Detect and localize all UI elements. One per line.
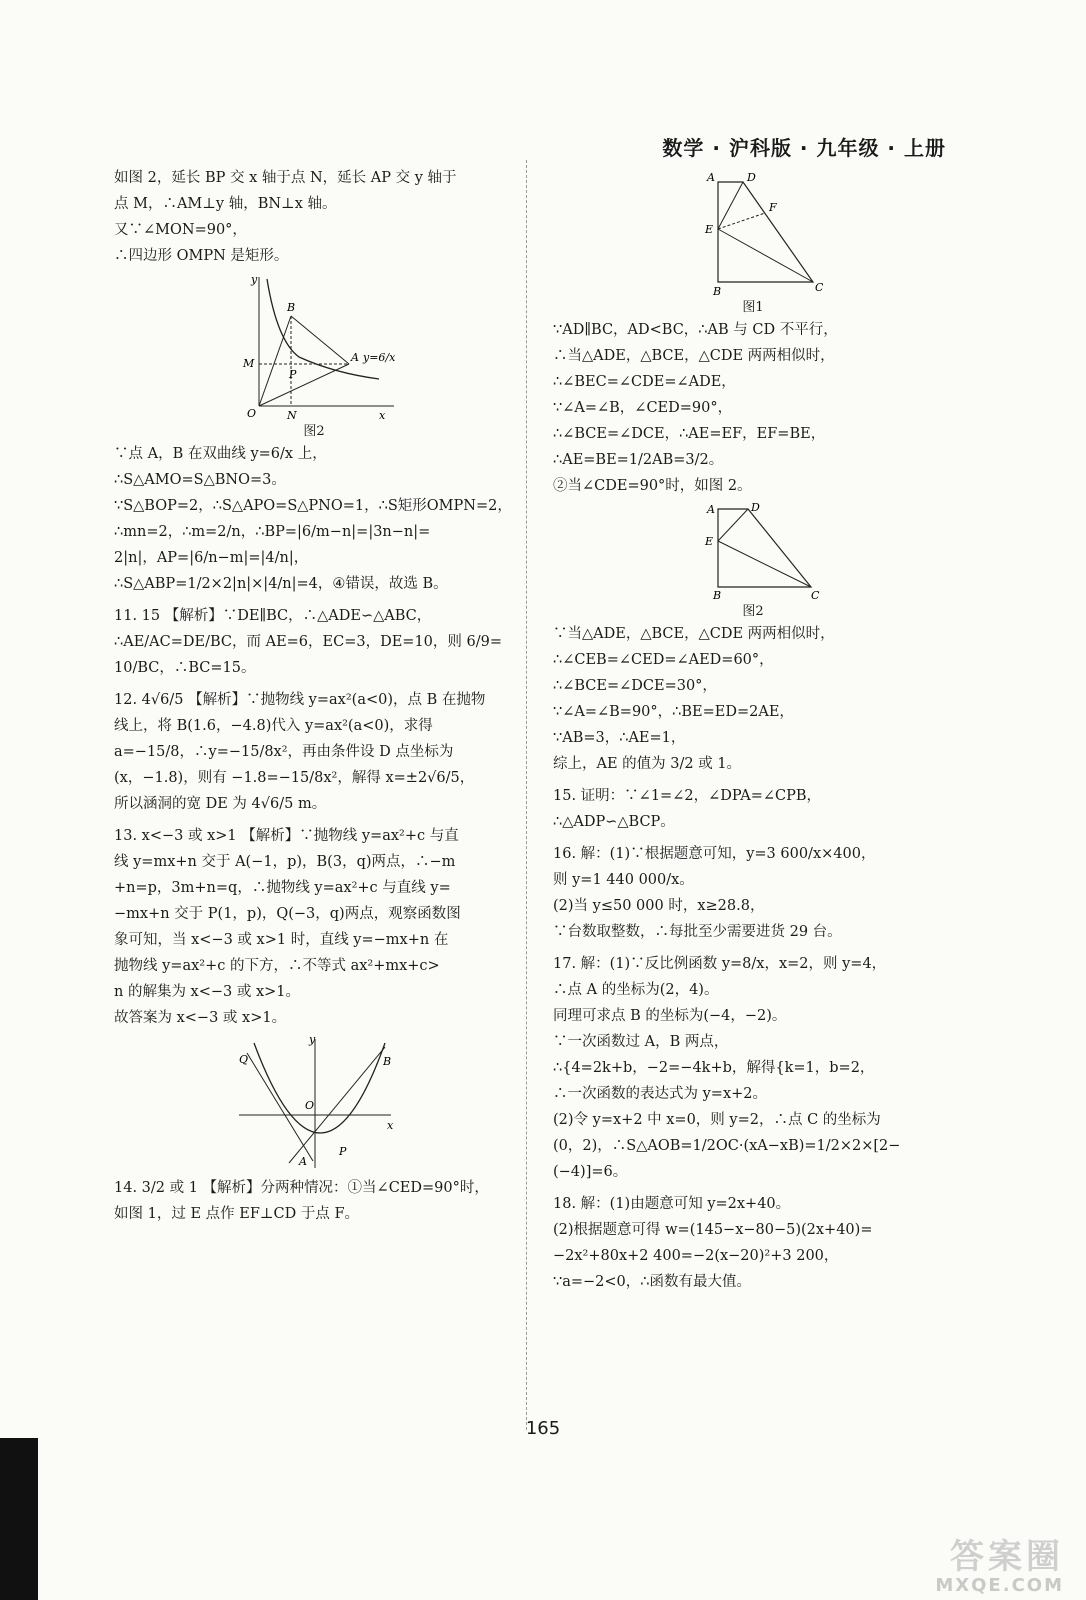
text-line: ∴当△ADE，△BCE，△CDE 两两相似时，	[553, 348, 835, 364]
text-line: +n=p，3m+n=q，∴抛物线 y=ax²+c 与直线 y=	[114, 880, 451, 896]
fig-label: P	[339, 1145, 347, 1158]
figure-caption: 图2	[742, 604, 764, 619]
text-line: 11. 15 【解析】∵DE∥BC，∴△ADE∽△ABC，	[114, 608, 432, 624]
text-line: ∵∠A=∠B=90°，∴BE=ED=2AE，	[553, 704, 794, 720]
text-line: 所以涵洞的宽 DE 为 4√6/5 m。	[114, 796, 327, 812]
text-line: 点 M，∴AM⊥y 轴，BN⊥x 轴。	[114, 196, 337, 212]
text-line: ∴S△AMO=S△BNO=3。	[114, 472, 286, 488]
text-line: 抛物线 y=ax²+c 的下方，∴不等式 ax²+mx+c>	[114, 958, 440, 974]
parabola-figure	[229, 1033, 399, 1173]
text-line: 又∵∠MON=90°，	[114, 222, 247, 238]
text-line: ∴∠CEB=∠CED=∠AED=60°，	[553, 652, 774, 668]
text-line: (2)根据题意可得 w=(145−x−80−5)(2x+40)=	[553, 1222, 873, 1238]
text-line: ∴∠BEC=∠CDE=∠ADE，	[553, 374, 736, 390]
fig-label: A	[351, 351, 359, 364]
text-line: a=−15/8，∴y=−15/8x²，再由条件设 D 点坐标为	[114, 744, 454, 760]
fig-label: F	[769, 201, 777, 214]
column-divider	[526, 160, 527, 1430]
page-header: 数学 · 沪科版 · 九年级 · 上册	[662, 136, 946, 160]
text-line: ∵台数取整数，∴每批至少需要进货 29 台。	[553, 924, 842, 940]
text-line: ∵AB=3，∴AE=1，	[553, 730, 686, 746]
scan-edge-shadow	[0, 1438, 38, 1600]
fig-label: D	[751, 501, 760, 514]
text-line: (−4)]=6。	[553, 1164, 628, 1180]
text-line: 如图 2，延长 BP 交 x 轴于点 N，延长 AP 交 y 轴于	[114, 170, 457, 186]
figure-caption: 图2	[303, 424, 325, 439]
text-line: ∴S△ABP=1/2×2|n|×|4/n|=4，④错误，故选 B。	[114, 576, 448, 592]
text-line: −2x²+80x+2 400=−2(x−20)²+3 200，	[553, 1248, 839, 1264]
fig-label: A	[707, 171, 715, 184]
text-line: 12. 4√6/5 【解析】∵抛物线 y=ax²(a<0)，点 B 在抛物	[114, 692, 486, 708]
text-line: 则 y=1 440 000/x。	[553, 872, 694, 888]
text-line: 象可知，当 x<−3 或 x>1 时，直线 y=−mx+n 在	[114, 932, 449, 948]
watermark-logo	[894, 1538, 1064, 1594]
fig-label: y=6/x	[363, 351, 396, 364]
text-line: 17. 解：(1)∵反比例函数 y=8/x，x=2，则 y=4，	[553, 956, 887, 972]
figure-caption: 图1	[742, 300, 764, 315]
text-line: ∵S△BOP=2，∴S△APO=S△PNO=1，∴S矩形OMPN=2，	[114, 498, 512, 514]
text-line: ∴∠BCE=∠DCE，∴AE=EF，EF=BE，	[553, 426, 826, 442]
fig-label: y	[251, 273, 258, 286]
text-line: 2|n|，AP=|6/n−m|=|4/n|，	[114, 550, 309, 566]
text-line: ∴△ADP∽△BCP。	[553, 814, 675, 830]
text-line: 故答案为 x<−3 或 x>1。	[114, 1010, 287, 1026]
text-line: ∵∠A=∠B，∠CED=90°，	[553, 400, 733, 416]
fig-label: E	[705, 535, 714, 548]
fig-label: x	[387, 1119, 394, 1132]
text-line: 线上，将 B(1.6，−4.8)代入 y=ax²(a<0)，求得	[114, 718, 433, 734]
text-line: ∵点 A，B 在双曲线 y=6/x 上，	[114, 446, 327, 462]
text-line: 14. 3/2 或 1 【解析】分两种情况：①当∠CED=90°时，	[114, 1180, 489, 1196]
text-line: 同理可求点 B 的坐标为(−4，−2)。	[553, 1008, 787, 1024]
fig-label: B	[287, 301, 296, 314]
text-line: ②当∠CDE=90°时，如图 2。	[553, 478, 752, 494]
trapezoid-figure-1	[683, 167, 823, 297]
fig-label: M	[243, 357, 255, 370]
right-column	[553, 165, 953, 1295]
hyperbola-figure	[229, 271, 399, 421]
text-line: ∴∠BCE=∠DCE=30°，	[553, 678, 717, 694]
watermark-url: MXQE.COM	[935, 1575, 1064, 1596]
text-line: 13. x<−3 或 x>1 【解析】∵抛物线 y=ax²+c 与直	[114, 828, 459, 844]
text-line: 16. 解：(1)∵根据题意可知，y=3 600/x×400，	[553, 846, 876, 862]
fig-label: D	[747, 171, 756, 184]
text-line: ∵一次函数过 A，B 两点，	[553, 1034, 729, 1050]
fig-label: C	[811, 589, 820, 601]
text-line: ∴点 A 的坐标为(2，4)。	[553, 982, 719, 998]
fig-label: N	[287, 409, 297, 421]
text-line: ∵当△ADE，△BCE，△CDE 两两相似时，	[553, 626, 835, 642]
fig-label: C	[815, 281, 823, 294]
text-line: −mx+n 交于 P(1，p)，Q(−3，q)两点，观察函数图	[114, 906, 461, 922]
left-column	[114, 165, 514, 1227]
fig-label: B	[713, 285, 722, 297]
text-line: (2)令 y=x+2 中 x=0，则 y=2，∴点 C 的坐标为	[553, 1112, 881, 1128]
fig-label: E	[705, 223, 714, 236]
text-line: (0，2)，∴S△AOB=1/2OC·(xA−xB)=1/2×2×[2−	[553, 1138, 901, 1154]
fig-label: A	[707, 503, 715, 516]
text-line: (x，−1.8)，则有 −1.8=−15/8x²，解得 x=±2√6/5，	[114, 770, 475, 786]
text-line: 如图 1，过 E 点作 EF⊥CD 于点 F。	[114, 1206, 360, 1222]
text-line: ∴AE/AC=DE/BC，而 AE=6，EC=3，DE=10，则 6/9=	[114, 634, 502, 650]
fig-label: A	[299, 1155, 307, 1168]
text-line: ∴四边形 OMPN 是矩形。	[114, 248, 289, 264]
fig-label: P	[289, 368, 297, 381]
text-line: 15. 证明：∵∠1=∠2，∠DPA=∠CPB，	[553, 788, 822, 804]
fig-label: x	[379, 409, 386, 421]
text-line: 综上，AE 的值为 3/2 或 1。	[553, 756, 742, 772]
text-line: ∴mn=2，∴m=2/n，∴BP=|6/m−n|=|3n−n|=	[114, 524, 431, 540]
text-line: (2)当 y≤50 000 时，x≥28.8，	[553, 898, 765, 914]
trapezoid-figure-2	[683, 501, 823, 601]
text-line: 10/BC，∴BC=15。	[114, 660, 256, 676]
text-line: 线 y=mx+n 交于 A(−1，p)，B(3，q)两点，∴−m	[114, 854, 456, 870]
fig-label: O	[305, 1099, 315, 1112]
text-line: ∵AD∥BC，AD<BC，∴AB 与 CD 不平行，	[553, 322, 838, 338]
text-line: ∴AE=BE=1/2AB=3/2。	[553, 452, 724, 468]
page-number: 165	[525, 1418, 561, 1439]
fig-label: Q	[239, 1053, 249, 1066]
text-line: ∵a=−2<0，∴函数有最大值。	[553, 1274, 751, 1290]
text-line: ∴一次函数的表达式为 y=x+2。	[553, 1086, 768, 1102]
fig-label: B	[713, 589, 722, 601]
text-line: ∴{4=2k+b，−2=−4k+b，解得{k=1，b=2，	[553, 1060, 875, 1076]
text-line: n 的解集为 x<−3 或 x>1。	[114, 984, 301, 1000]
watermark-text: 答案圈	[950, 1537, 1064, 1577]
text-line: 18. 解：(1)由题意可知 y=2x+40。	[553, 1196, 791, 1212]
fig-label: y	[309, 1033, 316, 1046]
fig-label: B	[383, 1055, 392, 1068]
fig-label: O	[247, 407, 257, 420]
